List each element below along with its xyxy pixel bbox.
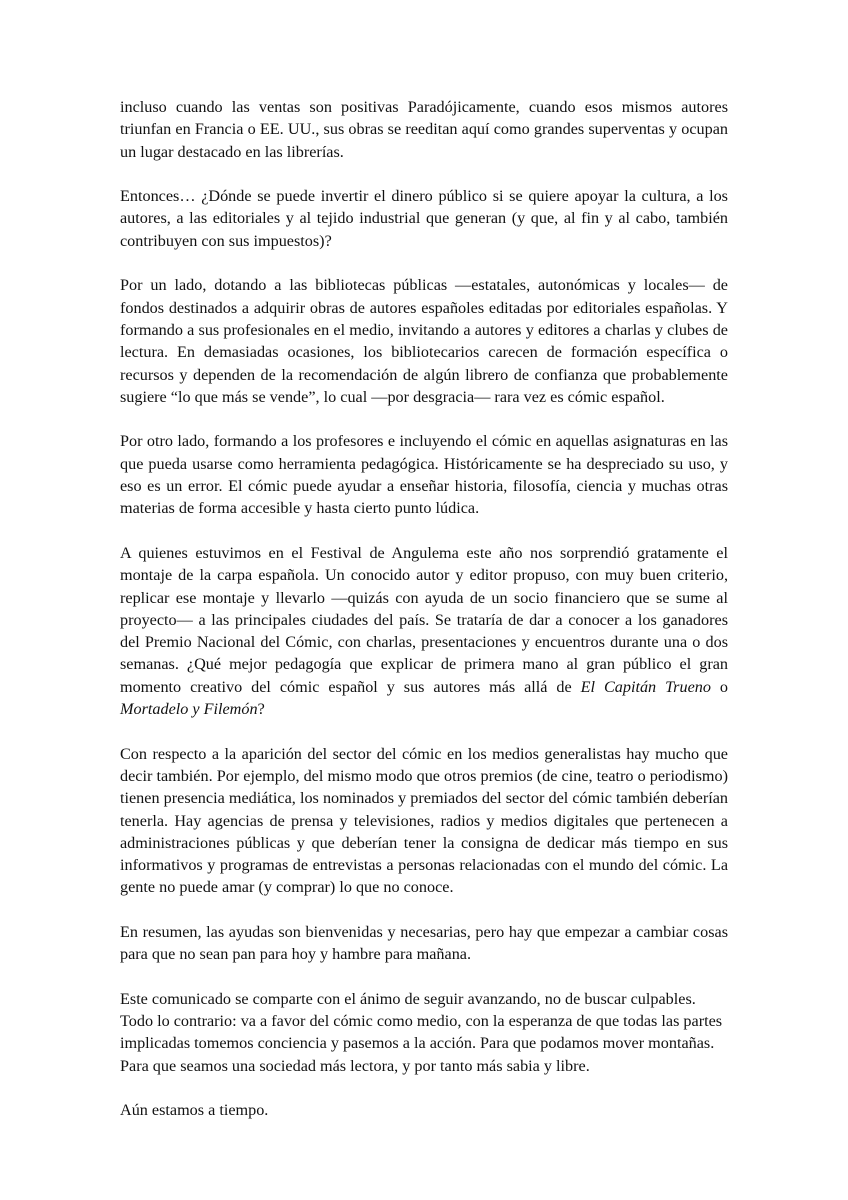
document-page	[120, 96, 728, 1122]
comic-title-mortadelo: Mortadelo y Filemón	[120, 700, 258, 719]
paragraph-8: Este comunicado se comparte con el ánimo de seguir avanzando, no de buscar culpables. Todo lo contrario: va a favor del cómic como medio, con la esperanza de que todas las partes implicadas tomemos conciencia y pasemos a la acción. Para que podamos mover montañas. Para que seamos una sociedad más lectora, y por tanto más sabia y libre.	[120, 989, 723, 1075]
paragraph-5-text-after: ?	[257, 700, 265, 719]
paragraph-9: Aún estamos a tiempo.	[120, 1101, 269, 1120]
paragraph-6: Con respecto a la aparición del sector del cómic en los medios generalistas hay mucho que decir también. Por ejemplo, del mismo modo que otros premios (de cine, teatro o periodismo) tienen presencia mediática, los nominados y premiados del sector del cómic también deberían tenerla. Hay agencias de prensa y televisiones, radios y medios digitales que pertenecen a administraciones públicas y que deberían tener la consigna de dedicar más tiempo en sus informativos y programas de entrevistas a personas relacionadas con el mundo del cómic. La gente no puede amar (y comprar) lo que no conoce.	[120, 744, 728, 897]
comic-title-capitan-trueno: El Capitán Trueno	[580, 677, 711, 696]
paragraph-4: Por otro lado, formando a los profesores e incluyendo el cómic en aquellas asignaturas en las que pueda usarse como herramienta pedagógica. Históricamente se ha despreciado su uso, y eso es un error. El cómic puede ayudar a enseñar historia, filosofía, ciencia y muchas otras materias de forma accesible y hasta cierto punto lúdica.	[120, 432, 728, 518]
paragraph-1: incluso cuando las ventas son positivas Paradójicamente, cuando esos mismos autores triunfan en Francia o EE. UU., sus obras se reeditan aquí como grandes superventas y ocupan un lugar destacado en las librerías.	[120, 98, 728, 161]
paragraph-2: Entonces… ¿Dónde se puede invertir el dinero público si se quiere apoyar la cultura, a los autores, a las editoriales y al tejido industrial que generan (y que, al fin y al cabo, también contribuyen con sus impuestos)?	[120, 187, 728, 250]
paragraph-5-text-before: A quienes estuvimos en el Festival de Angulema este año nos sorprendió gratamente el montaje de la carpa española. Un conocido autor y editor propuso, con muy buen criterio, replicar ese montaje y llevarlo —quizás con ayuda de un socio financiero que se sume al proyecto— a las principales ciudades del país. Se trataría de dar a conocer a los ganadores del Premio Nacional del Cómic, con charlas, presentaciones y encuentros durante una o dos semanas. ¿Qué mejor pedagogía que explicar de primera mano al gran público el gran momento creativo del cómic español y sus autores más allá de	[120, 543, 728, 696]
paragraph-7: En resumen, las ayudas son bienvenidas y necesarias, pero hay que empezar a cambiar cosas para que no sean pan para hoy y hambre para mañana.	[120, 922, 728, 964]
paragraph-5-connector: o	[710, 677, 728, 696]
paragraph-5	[120, 542, 728, 720]
paragraph-3: Por un lado, dotando a las bibliotecas públicas —estatales, autonómicas y locales— de fondos destinados a adquirir obras de autores españoles editadas por editoriales españolas. Y formando a sus profesionales en el medio, invitando a autores y editores a charlas y clubes de lectura. En demasiadas ocasiones, los bibliotecarios carecen de formación específica o recursos y dependen de la recomendación de algún librero de confianza que probablemente sugiere “lo que más se vende”, lo cual —por desgracia— rara vez es cómic español.	[120, 276, 728, 406]
